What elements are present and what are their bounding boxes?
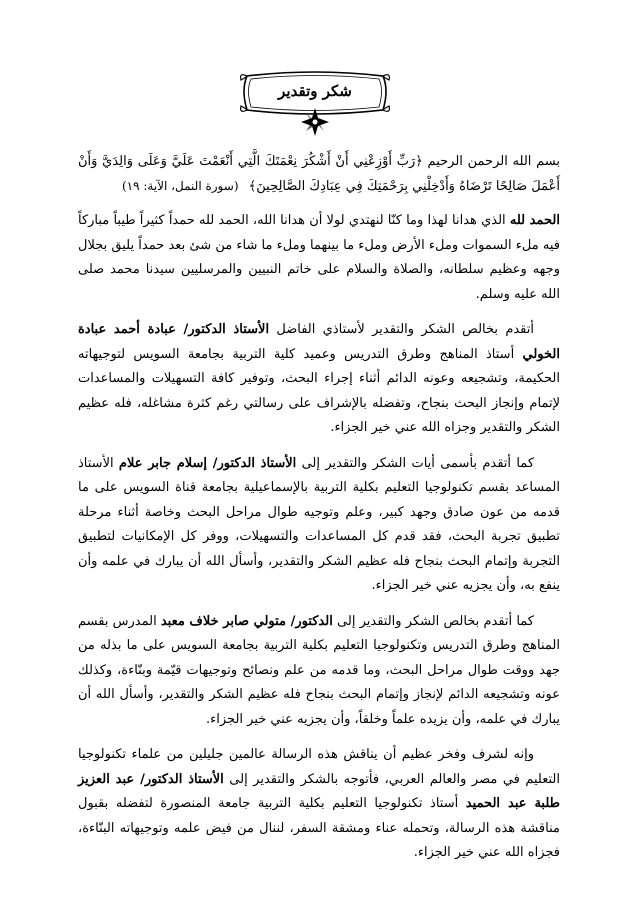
paragraph-highlight: الأستاذ الدكتور/ عبد العزيز طلبة عبد الحميد (78, 771, 561, 811)
page-title: شكر وتقدير (278, 82, 352, 100)
paragraph-examiner (78, 743, 560, 866)
title-frame (235, 66, 395, 138)
paragraph-text: الذي هدانا لهذا وما كنّا لنهتدي لولا أن هدانا الله، الحمد لله حمداً كثيراً طيباً مباركاً فيه ملء السموات وملء الأرض وملء ما بينهما وملء ما شاء من شئ بعد حمداً يليق بجلال وجهه وعظيم سلطانه، والصلاة والسلام على خاتم النبيين والمرسليين سيدنا محمد صلى الله عليه وسلم. (78, 213, 560, 302)
paragraph-praise (78, 209, 560, 307)
paragraph-supervisor-3 (78, 610, 560, 733)
paragraph-text: المدرس بقسم المناهج وطرق التدريس وتكنولوجيا التعليم بكلية التربية بجامعة السويس على ما بذله من جهد ووقت طوال مراحل البحث، وما قدمه من علم ونصائح وتوجيهات قيّمة وبنّاءة، وكذلك عونه وتشجيعه الدائم لإنجاز وإتمام البحث بنجاح فله عظيم الشكر والتقدير، وأسأل الله أن يبارك في علمه، وأن يزيده علماً وخلقاً، وأن يجزيه عني خير الجزاء. (78, 613, 560, 727)
paragraph-lead: كما أتقدم بأسمى أيات الشكر والتقدير إلى (296, 455, 535, 471)
paragraph-supervisor-1 (78, 318, 560, 441)
paragraph-highlight: الحمد لله (509, 213, 560, 228)
ornament-frame-icon (235, 66, 395, 138)
paragraph-lead: كما أتقدم بخالص الشكر والتقدير إلى (332, 613, 534, 629)
paragraph-supervisor-2 (78, 452, 560, 599)
paragraph-text: أستاذ المناهج وطرق التدريس وعميد كلية التربية بجامعة السويس لتوجيهاته الحكيمة، وتشجيعه وعونه الدائم أثناء إجراء البحث، وتوفير كافة التسهيلات والمساعدات لإتمام وإنجاز البحث بنجاح، وتفضله بالإشراف على رسالتي رغم كثرة مشاغله، فله عظيم الشكر والتقدير وجزاه الله عني خير الجزاء. (78, 346, 560, 435)
acknowledgement-body (78, 150, 560, 866)
paragraph-highlight: الدكتور/ متولي صابر خلاف معبد (160, 613, 333, 629)
verse-reference: (سورة النمل، الآية: ١٩) (121, 179, 239, 193)
paragraph-text: أستاذ تكنولوجيا التعليم بكلية التربية جامعة المنصورة لتفضله بقبول مناقشة هذه الرسالة، وتحمله عناء ومشقة السفر، لننال من فيض علمه وتوجيهاته البنّاءة، فجزاه الله عني خير الجزاء. (78, 796, 560, 860)
paragraph-highlight: الأستاذ الدكتور/ إسلام جابر علام (118, 455, 297, 471)
paragraph-lead: أتقدم بخالص الشكر والتقدير لأستاذي الفاضل (269, 322, 534, 337)
paragraph-highlight: الأستاذ الدكتور/ عبادة أحمد عبادة الخولي (78, 322, 560, 362)
paragraph-lead: وإنه لشرف وفخر عظيم أن يناقش هذه الرسالة عالمين جليلين من علماء تكنولوجيا التعليم في مصر والعالم العربي، فأتوجه بالشكر والتقدير إلى (78, 747, 560, 787)
quran-verse (78, 150, 560, 199)
paragraph-text: الأستاذ المساعد بقسم تكنولوجيا التعليم بكلية التربية بالإسماعيلية بجامعة قناة السويس على ما قدمه من عون صادق وجهد كبير، وعلم وتوجيه طوال مراحل البحث وخاصة أثناء مرحلة تطبيق تجربة البحث، فقد قدم كل المساعدات والتسهيلات، ووفر كل الإمكانيات لتطبيق التجربة وإتمام البحث بنجاح فله عظيم الشكر والتقدير، وأسأل الله أن يبارك في علمه وأن ينفع به، وأن يجزيه عني خير الجزاء. (78, 455, 560, 593)
verse-text: بسم الله الرحمن الرحيم ﴿رَبِّ أَوْزِعْنِي أَنْ أَشْكُرَ نِعْمَتَكَ الَّتِي أَنْعَمْتَ عَلَيَّ وَعَلَى وَالِدَيَّ وَأَنْ أَعْمَلَ صَالِحًا تَرْضَاهُ وَأَدْخِلْنِي بِرَحْمَتِكَ فِي عِبَادِكَ الصَّالِحِينَ﴾ (78, 154, 560, 194)
